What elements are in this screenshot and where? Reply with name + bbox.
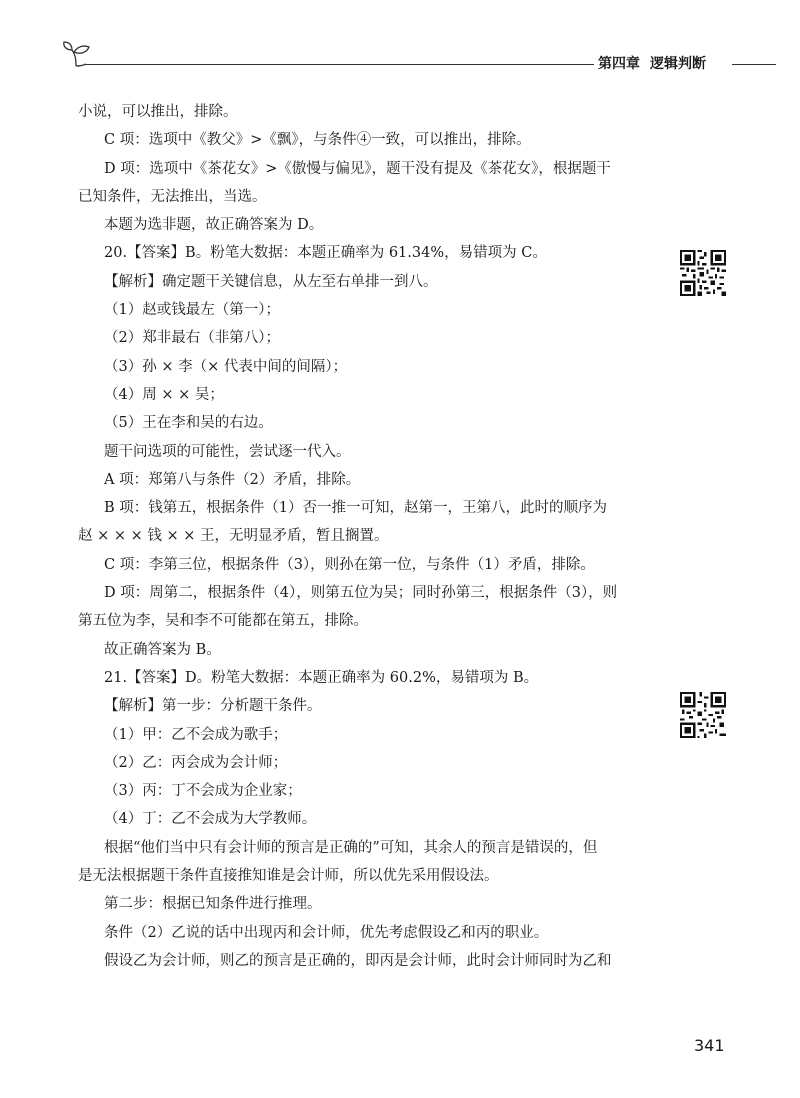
text-line: （4）丁：乙不会成为大学教师。	[104, 811, 317, 828]
text-line: 是无法根据题干条件直接推知谁是会计师，所以优先采用假设法。	[78, 868, 499, 885]
text-line: D 项：选项中《茶花女》>《傲慢与偏见》，题干没有提及《茶花女》，根据题干	[104, 160, 611, 177]
text-line: 第二步：根据已知条件进行推理。	[104, 896, 322, 913]
chapter-title: 逻辑判断	[650, 56, 706, 72]
text-line: （5）王在李和吴的右边。	[104, 415, 273, 432]
answer-line-21: 21.【答案】D。粉笔大数据：本题正确率为 60.2%，易错项为 B。	[104, 669, 539, 686]
answer-line-20: 20.【答案】B。粉笔大数据：本题正确率为 61.34%，易错项为 C。	[104, 245, 547, 262]
page-number: 341	[694, 1036, 725, 1055]
text-line: 故正确答案为 B。	[104, 641, 221, 658]
header-rule	[84, 64, 594, 65]
text-line: 已知条件，无法推出，当选。	[78, 188, 267, 205]
text-line: 小说，可以推出，排除。	[78, 104, 238, 120]
text-line: D 项：周第二，根据条件（4），则第五位为吴；同时孙第三，根据条件（3），则	[104, 585, 618, 602]
chapter-number: 第四章	[598, 56, 640, 72]
text-line: （2）乙：丙会成为会计师；	[104, 754, 288, 771]
text-line: A 项：郑第八与条件（2）矛盾，排除。	[104, 471, 361, 488]
text-line: C 项：选项中《教父》>《飘》，与条件④一致，可以推出，排除。	[104, 132, 531, 149]
text-line: 根据“他们当中只有会计师的预言是正确的”可知，其余人的预言是错误的，但	[104, 839, 598, 856]
text-line: 假设乙为会计师，则乙的预言是正确的，即丙是会计师，此时会计师同时为乙和	[104, 952, 612, 969]
text-line: 【解析】确定题干关键信息，从左至右单排一到八。	[104, 273, 438, 290]
text-line: 本题为选非题，故正确答案为 D。	[104, 217, 324, 234]
page-header	[0, 0, 800, 80]
text-line: B 项：钱第五，根据条件（1）否一推一可知，赵第一，王第八，此时的顺序为	[104, 500, 607, 517]
text-line: （3）丙：丁不会成为企业家；	[104, 783, 302, 800]
text-line: 第五位为李，吴和李不可能都在第五，排除。	[78, 613, 368, 630]
text-line: 【解析】第一步：分析题干条件。	[104, 698, 322, 715]
text-line: （1）甲：乙不会成为歌手；	[104, 726, 288, 743]
text-line: C 项：李第三位，根据条件（3），则孙在第一位，与条件（1）矛盾，排除。	[104, 556, 595, 573]
qr-code-icon	[680, 250, 726, 296]
text-line: 题干问选项的可能性，尝试逐一代入。	[104, 443, 351, 460]
text-line: （4）周 × × 吴；	[104, 386, 224, 403]
body-text	[78, 98, 658, 975]
text-line: （1）赵或钱最左（第一）；	[104, 302, 280, 319]
header-rule-right	[732, 64, 776, 65]
qr-code-icon	[680, 692, 726, 738]
text-line: （3）孙 × 李（× 代表中间的间隔）；	[104, 358, 348, 375]
text-line: 赵 × × × 钱 × × 王，无明显矛盾，暂且搁置。	[78, 528, 389, 545]
text-line: （2）郑非最右（非第八）；	[104, 330, 280, 347]
chapter-heading	[598, 53, 716, 73]
text-line: 条件（2）乙说的话中出现丙和会计师，优先考虑假设乙和丙的职业。	[104, 924, 549, 941]
